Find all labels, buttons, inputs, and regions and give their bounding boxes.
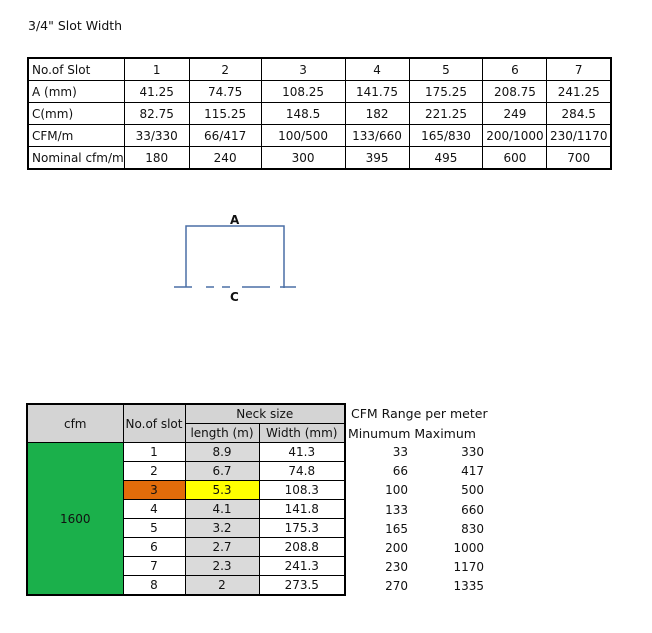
table-cell: 133/660 (345, 125, 409, 147)
table-row (28, 147, 611, 170)
neck-size-table (26, 403, 346, 596)
length-cell: 6.7 (185, 462, 259, 481)
slot-cell: 7 (123, 557, 185, 576)
table-cell: 241.25 (547, 81, 611, 103)
slot-cell: 5 (123, 519, 185, 538)
cfm-max-value: 330 (461, 445, 484, 459)
cfm-max-value: 417 (461, 464, 484, 479)
table-row (28, 103, 611, 125)
cfm-value-cell: 1600 (27, 443, 123, 596)
cfm-range-title: CFM Range per meter (351, 406, 488, 421)
diagram-label-a: A (230, 213, 240, 227)
slot-diagram (170, 210, 310, 310)
length-cell: 4.1 (185, 500, 259, 519)
width-cell: 241.3 (259, 557, 345, 576)
length-cell: 2 (185, 576, 259, 596)
table-cell: 74.75 (189, 81, 261, 103)
table-row (27, 443, 345, 462)
cfm-max-value: 830 (461, 521, 484, 536)
table-cell: 300 (261, 147, 345, 170)
slot-spec-table (27, 57, 612, 170)
cfm-min-value: 165 (385, 521, 408, 536)
sheet-title: 3/4" Slot Width (28, 18, 123, 33)
cfm-min-value: 230 (385, 560, 408, 575)
table-cell: 66/417 (189, 125, 261, 147)
table-cell: 208.75 (483, 81, 547, 103)
header-length: length (m) (185, 424, 259, 443)
cfm-min-value: 100 (385, 483, 408, 498)
table-cell: 182 (345, 103, 409, 125)
table-cell: 165/830 (409, 125, 483, 147)
table-cell: 2 (189, 58, 261, 81)
length-cell: 2.3 (185, 557, 259, 576)
table-cell: 33/330 (124, 125, 189, 147)
header-neck-size: Neck size (185, 404, 345, 424)
table-cell: 600 (483, 147, 547, 170)
table-cell: 7 (547, 58, 611, 81)
table-cell: 175.25 (409, 81, 483, 103)
row-label: CFM/m (28, 125, 124, 147)
table-cell: 240 (189, 147, 261, 170)
table-cell: 230/1170 (547, 125, 611, 147)
table-cell: 249 (483, 103, 547, 125)
table-cell: 200/1000 (483, 125, 547, 147)
table-cell: 108.25 (261, 81, 345, 103)
table-cell: 4 (345, 58, 409, 81)
table-cell: 180 (124, 147, 189, 170)
header-width: Width (mm) (259, 424, 345, 443)
table-cell: 141.75 (345, 81, 409, 103)
table-cell: 284.5 (547, 103, 611, 125)
table-cell: 100/500 (261, 125, 345, 147)
diagram-label-c: C (230, 290, 239, 304)
cfm-max-value: 660 (461, 502, 484, 517)
cfm-min-value: 66 (392, 464, 408, 479)
table-cell: 700 (547, 147, 611, 170)
cfm-max-value: 1000 (453, 541, 484, 555)
table-cell: 3 (261, 58, 345, 81)
slot-cell: 1 (123, 443, 185, 462)
table-cell: 6 (483, 58, 547, 81)
table-row (28, 125, 611, 147)
table-cell: 148.5 (261, 103, 345, 125)
width-cell: 175.3 (259, 519, 345, 538)
width-cell: 208.8 (259, 538, 345, 557)
length-cell: 5.3 (185, 481, 259, 500)
cfm-min-value: 200 (385, 541, 408, 555)
width-cell: 273.5 (259, 576, 345, 596)
width-cell: 108.3 (259, 481, 345, 500)
width-cell: 74.8 (259, 462, 345, 481)
table-row (28, 58, 611, 81)
slot-cell: 8 (123, 576, 185, 596)
table-cell: 221.25 (409, 103, 483, 125)
row-label: No.of Slot (28, 58, 124, 81)
cfm-max-value: 500 (461, 483, 484, 498)
table-cell: 82.75 (124, 103, 189, 125)
table-row (28, 81, 611, 103)
header-cfm: cfm (27, 404, 123, 443)
diagram-outline (186, 226, 284, 288)
cfm-range-subtitle: Minumum Maximum (348, 426, 476, 441)
slot-cell: 2 (123, 462, 185, 481)
table-cell: 495 (409, 147, 483, 170)
width-cell: 141.8 (259, 500, 345, 519)
table-cell: 395 (345, 147, 409, 170)
length-cell: 8.9 (185, 443, 259, 462)
slot-cell: 3 (123, 481, 185, 500)
cfm-max-value: 1170 (453, 560, 484, 575)
row-label: A (mm) (28, 81, 124, 103)
table-cell: 115.25 (189, 103, 261, 125)
row-label: C(mm) (28, 103, 124, 125)
slot-cell: 4 (123, 500, 185, 519)
table-cell: 5 (409, 58, 483, 81)
width-cell: 41.3 (259, 443, 345, 462)
length-cell: 2.7 (185, 538, 259, 557)
cfm-max-value: 1335 (453, 579, 484, 594)
cfm-min-value: 270 (385, 579, 408, 594)
length-cell: 3.2 (185, 519, 259, 538)
header-no-of-slot: No.of slot (123, 404, 185, 443)
cfm-min-value: 133 (385, 502, 408, 517)
table-cell: 1 (124, 58, 189, 81)
row-label: Nominal cfm/m (28, 147, 124, 170)
table-cell: 41.25 (124, 81, 189, 103)
cfm-min-value: 33 (392, 445, 408, 459)
slot-cell: 6 (123, 538, 185, 557)
